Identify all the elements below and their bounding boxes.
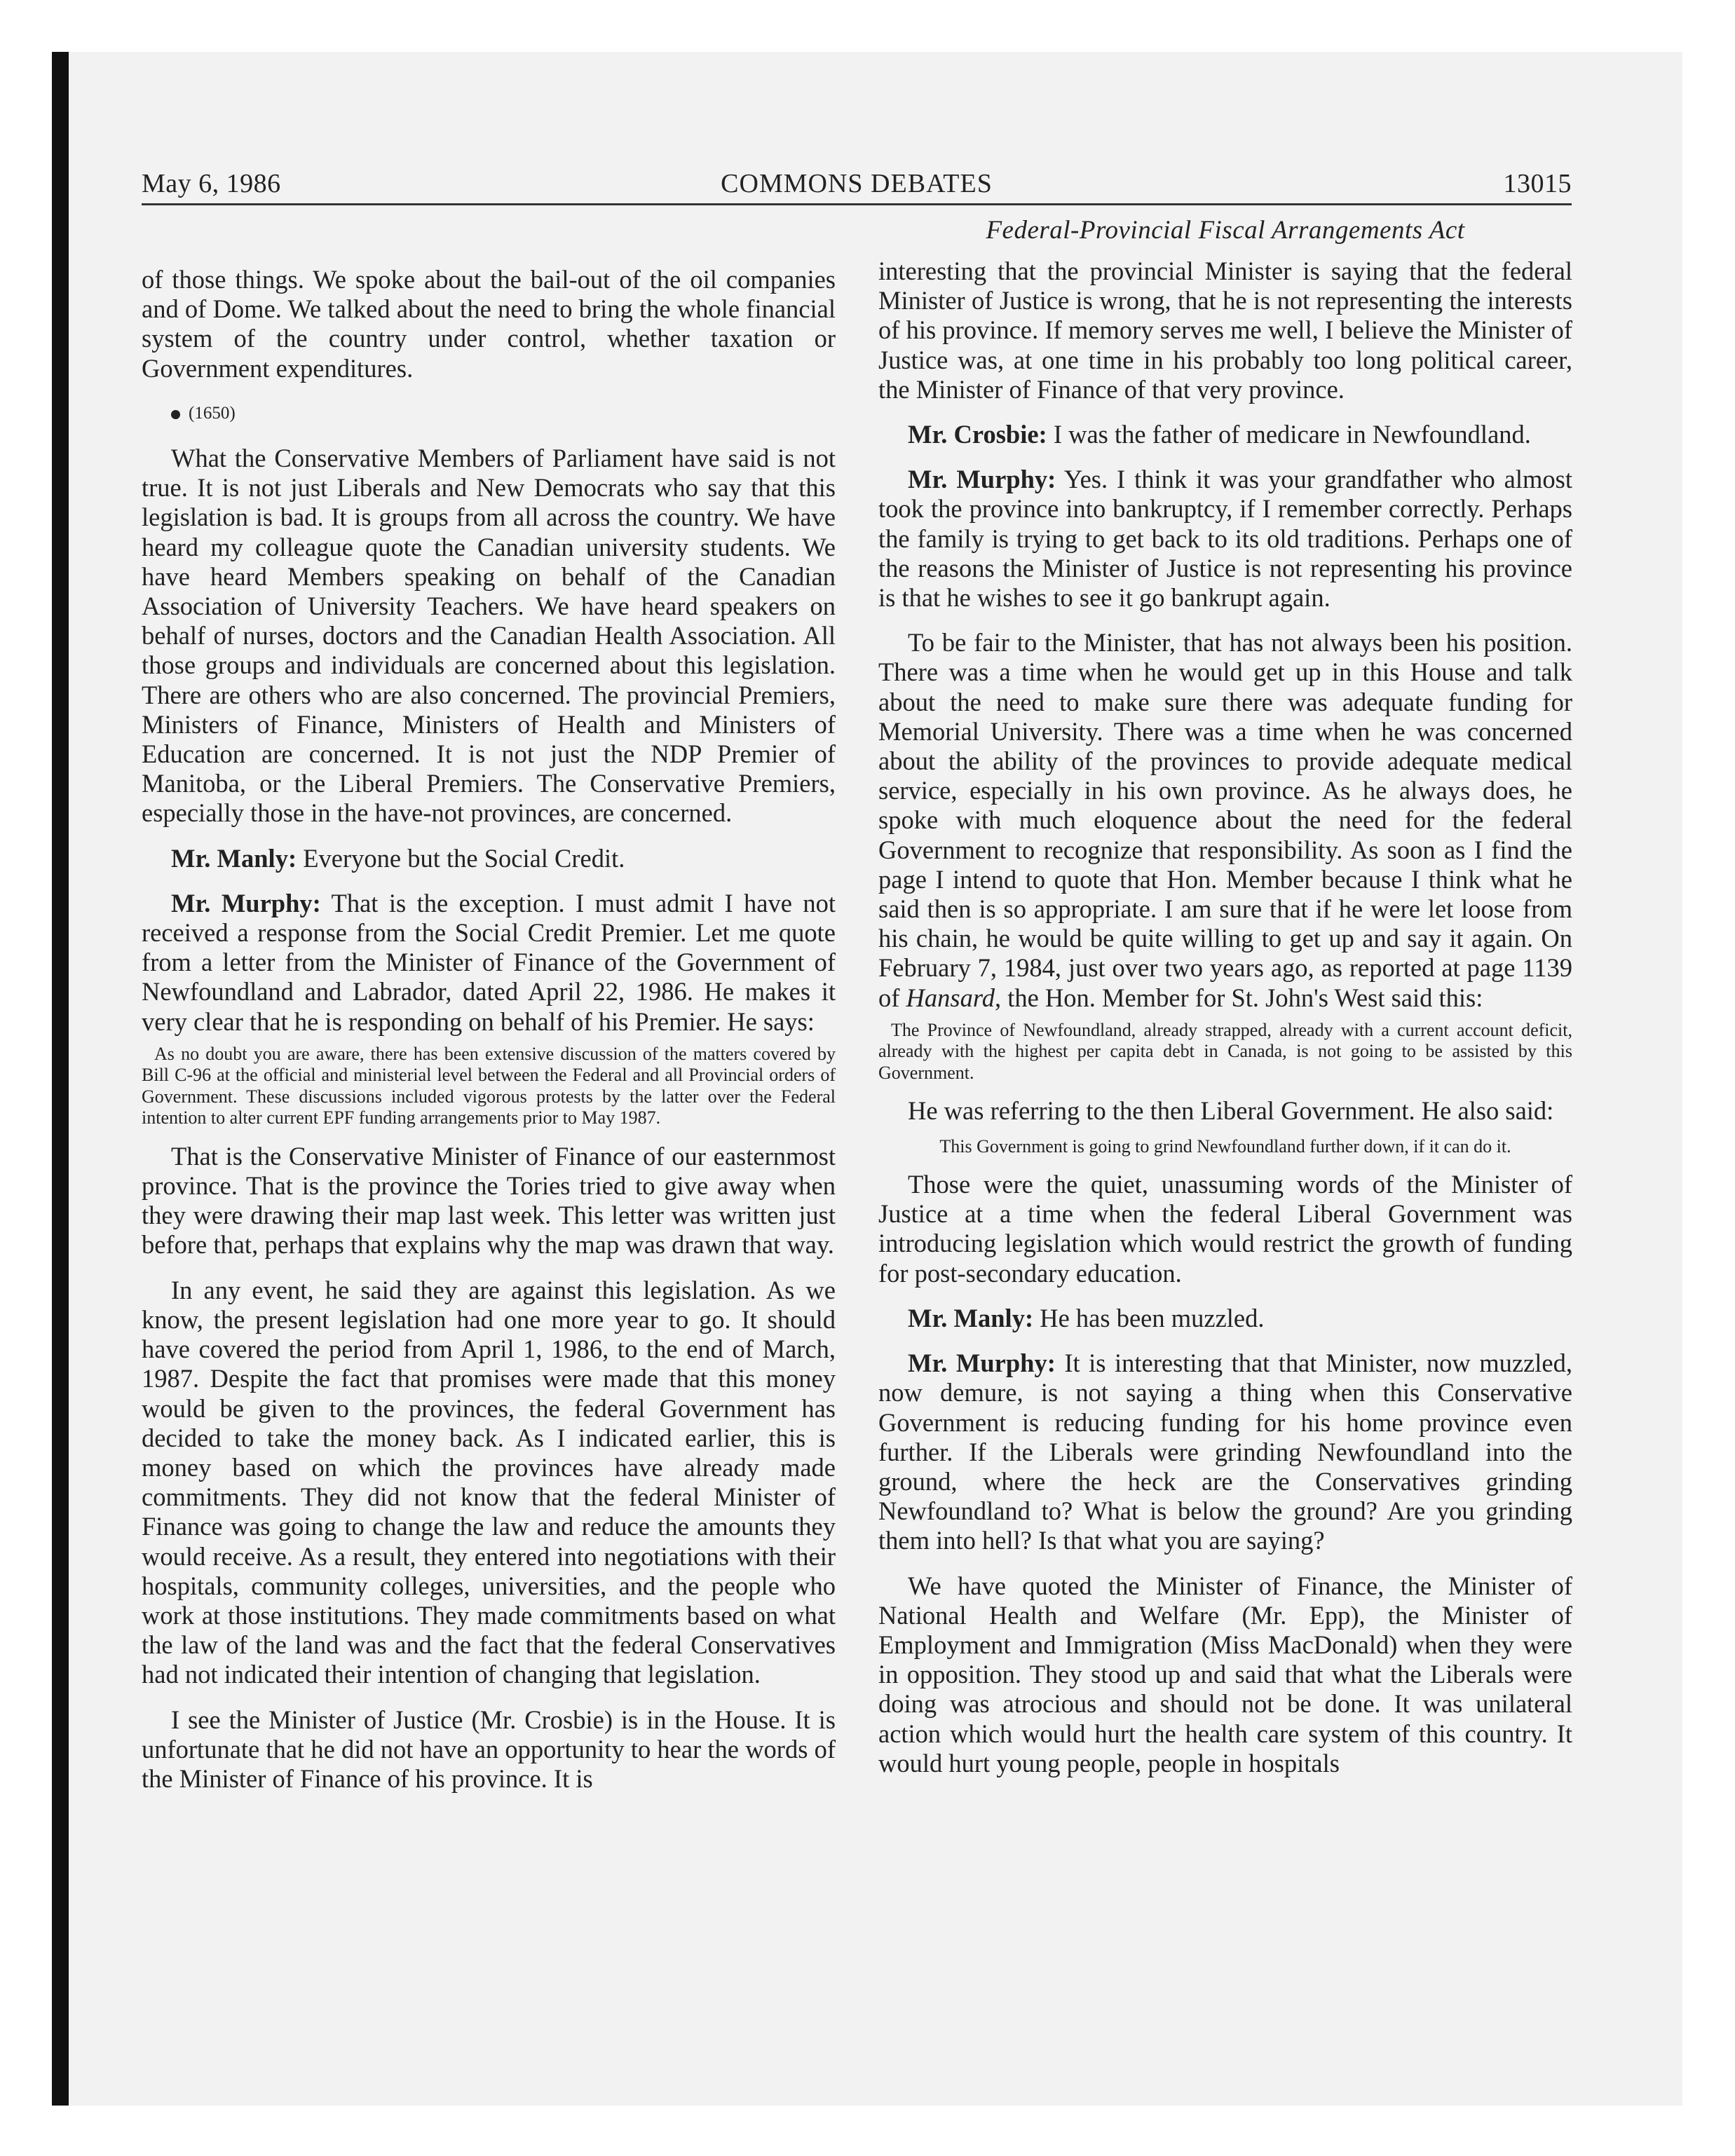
publication-name: Hansard (906, 983, 995, 1012)
paragraph-text: To be fair to the Minister, that has not always been his position. There was a time when he would get up in this House and talk about the need to make sure there was adequate funding for Memorial University. There was a time when he was concerned about the ability of the provinces to provide adequate medical service, especially in his own province. As he always does, he spoke with much eloquence about the need for the federal Government to recognize that responsibility. As soon as I find the page I intend to quote that Hon. Member because I think what he said then is so appropriate. I am sure that if he were let loose from his chain, he would be quite willing to get up and say it again. On February 7, 1984, just over two years ago, as reported at page 1139 of (878, 628, 1572, 1012)
speech-text: I was the father of medicare in Newfoundland. (1047, 420, 1531, 449)
speech-manly (142, 844, 836, 873)
speech-murphy (142, 889, 836, 1037)
speech-text: Everyone but the Social Credit. (297, 843, 625, 873)
speech-text: He has been muzzled. (1033, 1303, 1265, 1332)
publication-title: COMMONS DEBATES (721, 169, 993, 198)
block-quote: As no doubt you are aware, there has been extensive discussion of the matters covered by Bill C-96 at the official and ministerial level between the Federal and all Provincial orders of Government. These discussions included vigorous protests by the latter over the Federal intention to alter current EPF funding arrangements prior to May 1987. (142, 1043, 836, 1128)
bullet-icon (171, 410, 180, 419)
speaker-name: Mr. Manly: (171, 843, 297, 873)
time-marker-text: (1650) (189, 403, 236, 423)
left-column (142, 265, 836, 1809)
binding-edge (52, 52, 69, 2106)
speaker-name: Mr. Murphy: (908, 1349, 1056, 1378)
speech-murphy (878, 465, 1572, 613)
page-number: 13015 (1503, 169, 1572, 198)
paragraph: In any event, he said they are against this legislation. As we know, the present legislation had one more year to go. It should have covered the period from April 1, 1986, to the end of March, 1987. Despite the fact that promises were made that this money would be given to the provinces, the federal Government has decided to take the money back. As I indicated earlier, this is money based on which the provinces have already made commitments. They did not know that the federal Minister of Finance was going to change the law and reduce the amounts they would receive. As a result, they entered into negotiations with their hospitals, community colleges, universities, and the people who work at those institutions. They made commitments based on what the law of the land was and the fact that the federal Conservatives had not indicated their intention of changing that legislation. (142, 1275, 836, 1689)
paragraph: interesting that the provincial Minister is saying that the federal Minister of Justice is wrong, that he is not representing the interests of his province. If memory serves me well, I believe the Minister of Justice was, at one time in his probably too long political career, the Minister of Finance of that very province. (878, 257, 1572, 404)
time-marker (142, 399, 836, 428)
speech-text: Yes. I think it was your grandfather who almost took the province into bankruptcy, if I remember correctly. Perhaps the family is trying to get back to its old traditions. Perhaps one of the reasons the Minister of Justice is not representing his province is that he wishes to see it go bankrupt again. (878, 465, 1572, 613)
block-quote: The Province of Newfoundland, already strapped, already with a current account deficit, already with the highest per capita debt in Canada, is not going to be assisted by this Government. (878, 1019, 1572, 1083)
subject-heading: Federal-Provincial Fiscal Arrangements Act (986, 216, 1465, 245)
speech-text: It is interesting that that Minister, now muzzled, now demure, is not saying a thing when this Conservative Government is reducing funding for his home province even further. If the Liberals were grinding Newfoundland into the ground, where the heck are the Conservatives grinding Newfoundland to? What is below the ground? Are you grinding them into hell? Is that what you are saying? (878, 1349, 1572, 1555)
paragraph-text: , the Hon. Member for St. John's West said this: (994, 983, 1483, 1012)
speaker-name: Mr. Murphy: (908, 465, 1056, 494)
header-date: May 6, 1986 (142, 169, 281, 198)
paragraph: Those were the quiet, unassuming words of the Minister of Justice at a time when the federal Liberal Government was introducing legislation which would restrict the growth of funding for post-secondary education. (878, 1170, 1572, 1288)
paragraph: That is the Conservative Minister of Finance of our easternmost province. That is the province the Tories tried to give away when they were drawing their map last week. This letter was written just before that, perhaps that explains why the map was drawn that way. (142, 1141, 836, 1260)
right-column (878, 257, 1572, 1794)
speaker-name: Mr. Murphy: (171, 888, 321, 917)
paragraph: of those things. We spoke about the bail-out of the oil companies and of Dome. We talked about the need to bring the whole financial system of the country under control, whether taxation or Government expenditures. (142, 265, 836, 383)
speaker-name: Mr. Crosbie: (908, 420, 1047, 449)
speech-manly (878, 1304, 1572, 1333)
paragraph: I see the Minister of Justice (Mr. Crosbie) is in the House. It is unfortunate that he did not have an opportunity to hear the words of the Minister of Finance of his province. It is (142, 1705, 836, 1793)
header-rule (142, 203, 1572, 205)
speech-text: That is the exception. I must admit I have not received a response from the Social Credit Premier. Let me quote from a letter from the Minister of Finance of the Government of Newfoundland and Labrador, dated April 22, 1986. He makes it very clear that he is responding on behalf of his Premier. He says: (142, 888, 836, 1036)
paragraph: He was referring to the then Liberal Government. He also said: (908, 1096, 1554, 1126)
paragraph: What the Conservative Members of Parliament have said is not true. It is not just Liberals and New Democrats who say that this legislation is bad. It is groups from all across the country. We have heard my colleague quote the Canadian university students. We have heard Members speaking on behalf of the Canadian Association of University Teachers. We have heard speakers on behalf of nurses, doctors and the Canadian Health Association. All those groups and individuals are concerned about this legislation. There are others who are also concerned. The provincial Premiers, Ministers of Finance, Ministers of Health and Ministers of Education are concerned. It is not just the NDP Premier of Manitoba, or the Liberal Premiers. The Conservative Premiers, especially those in the have-not provinces, are concerned. (142, 444, 836, 828)
speech-crosbie (878, 420, 1572, 449)
running-header (142, 163, 1572, 205)
block-quote: This Government is going to grind Newfoundland further down, if it can do it. (939, 1135, 1511, 1157)
paragraph (878, 628, 1572, 1013)
speaker-name: Mr. Manly: (908, 1303, 1034, 1332)
speech-murphy (878, 1349, 1572, 1555)
paragraph: We have quoted the Minister of Finance, the Minister of National Health and Welfare (Mr. Epp), the Minister of Employment and Immigration (Miss MacDonald) when they were in opposition. They stood up and said that what the Liberals were doing was atrocious and should not be done. It was unilateral action which would hurt the health care system of this country. It would hurt young people, people in hospitals (878, 1571, 1572, 1778)
